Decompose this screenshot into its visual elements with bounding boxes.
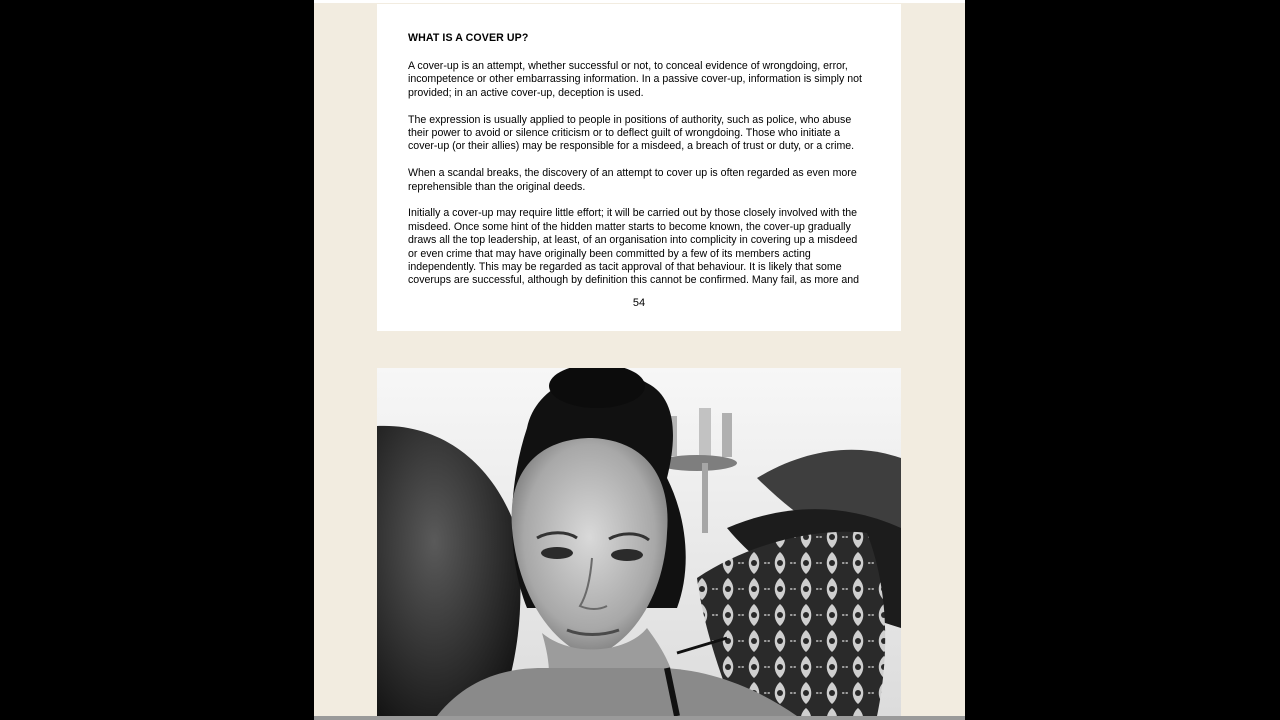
page-number: 54 (632, 297, 646, 309)
paragraph: The expression is usually applied to people in positions of authority, such as police, who abuse their power to avoid or silence criticism or to deflect guilt of wrongdoing. Those who initiate a cover-up (or their allies) may be responsible for a misdeed, a breach of trust or duty, or a crime. (408, 113, 855, 153)
document-page (377, 4, 901, 331)
paragraph: Initially a cover-up may require little effort; it will be carried out by those closely involved with the misdeed. Once some hint of the hidden matter starts to become known, the cover-up gradually draws all the top leadership, at least, of an organisation into complicity in covering up a misdeed or even crime that may have originally been committed by a few of its members acting independently. This may be regarded as tacit approval of that behaviour. It is likely that some coverups are successful, although by definition this cannot be confirmed. Many fail, as more and (408, 207, 860, 287)
document-viewer[interactable] (314, 0, 965, 716)
portrait-illustration (377, 368, 901, 716)
page-body (408, 60, 863, 301)
paragraph: A cover-up is an attempt, whether successful or not, to conceal evidence of wrongdoing, error, incompetence or other embarrassing information. In a passive cover-up, information is simply not provided; in an active cover-up, deception is used. (408, 60, 862, 99)
horizontal-scrollbar[interactable] (314, 716, 965, 720)
page-heading: WHAT IS A COVER UP? (408, 32, 529, 44)
portrait-photo (377, 368, 901, 716)
paragraph: When a scandal breaks, the discovery of an attempt to cover up is often regarded as even more reprehensible than the original deeds. (408, 167, 857, 193)
viewer-top-border (314, 0, 965, 3)
